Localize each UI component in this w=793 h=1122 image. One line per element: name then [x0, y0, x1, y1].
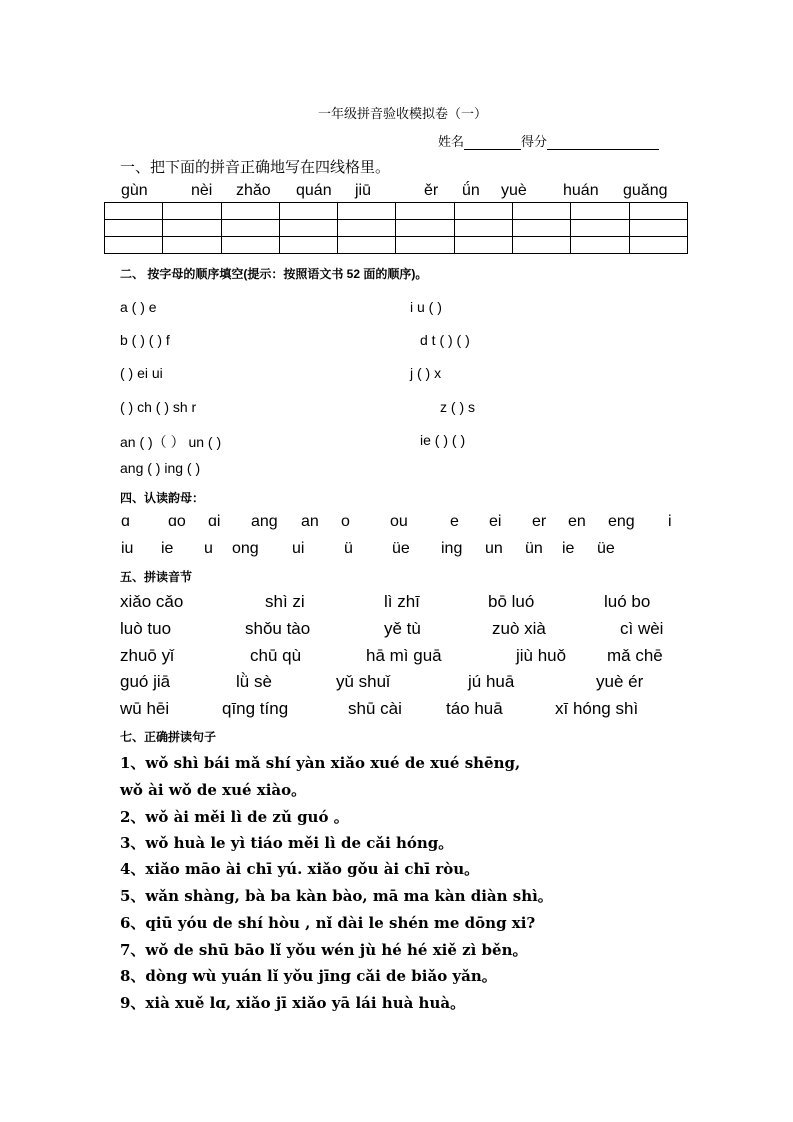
- score-blank[interactable]: [547, 135, 659, 150]
- fill-row-right: i u ( ): [410, 299, 442, 315]
- yunmu: iu: [121, 540, 134, 557]
- syllable-pair: qīng tíng: [222, 699, 289, 718]
- sentence-9: 9、xià xuě lɑ, xiǎo jī xiǎo yā lái huà huà。: [120, 994, 466, 1012]
- sentence-2: 2、wǒ ài měi lì de zǔ guó 。: [120, 808, 349, 826]
- fill-row-right: j ( ) x: [410, 365, 442, 381]
- name-score-line: [438, 131, 659, 150]
- pinyin-word: ǘn: [462, 182, 480, 199]
- syllable-pair: shì zi: [265, 592, 305, 611]
- syllable-pair: yǔ shuǐ: [336, 672, 390, 691]
- sentence-6: 6、qiū yóu de shí hòu , nǐ dài le shén me dōng xi?: [120, 914, 536, 932]
- name-blank[interactable]: [464, 135, 521, 150]
- sentence-5: 5、wǎn shàng, bà ba kàn bào, mā ma kàn diàn shì。: [120, 887, 553, 905]
- yunmu: er: [532, 513, 547, 530]
- syllable-pair: táo huā: [446, 699, 503, 718]
- syllable-pair: shū cài: [348, 699, 402, 718]
- section1-heading: 一、把下面的拼音正确地写在四线格里。: [120, 158, 391, 176]
- syllable-pair: wū hēi: [120, 699, 170, 718]
- yunmu: ei: [489, 513, 502, 530]
- syllable-pair: luò tuo: [120, 619, 172, 638]
- syllable-pair: jiù huǒ: [516, 646, 567, 665]
- pinyin-word: zhǎo: [236, 182, 271, 199]
- pinyin-word: ěr: [424, 182, 439, 199]
- yunmu: üe: [392, 540, 410, 557]
- syllable-pair: xiǎo cǎo: [120, 592, 184, 611]
- sentence-3: 3、wǒ huà le yì tiáo měi lì de cǎi hóng。: [120, 834, 454, 852]
- yunmu: eng: [608, 513, 635, 530]
- yunmu: ing: [441, 540, 463, 557]
- name-label: 姓名: [438, 135, 465, 150]
- yunmu: o: [341, 513, 350, 530]
- fill-row-left: ang ( ) ing ( ): [120, 460, 201, 476]
- sentence-8: 8、dòng wù yuán lǐ yǒu jīng cǎi de biǎo yǎn。: [120, 967, 497, 985]
- syllable-pair: lǜ sè: [236, 672, 272, 691]
- yunmu: ong: [232, 540, 259, 557]
- syllable-pair: chū qù: [250, 646, 302, 665]
- section5-heading: 五、拼读音节: [120, 570, 193, 584]
- syllable-pair: cì wèi: [620, 619, 664, 638]
- pinyin-word: gùn: [121, 182, 148, 199]
- syllable-pair: lì zhī: [384, 592, 420, 611]
- pinyin-word: nèi: [191, 182, 213, 199]
- yunmu: ün: [525, 540, 543, 557]
- yunmu: ie: [562, 540, 575, 557]
- pinyin-word: huán: [563, 182, 599, 199]
- fill-row-left: ( ) ch ( ) sh r: [120, 399, 197, 415]
- syllable-pair: jú huā: [468, 672, 515, 691]
- yunmu: un: [485, 540, 503, 557]
- syllable-pair: hā mì ɡuā: [366, 646, 442, 665]
- yunmu: e: [450, 513, 459, 530]
- yunmu: an: [301, 513, 319, 530]
- fill-row-left: an ( )（ ） un ( ): [120, 434, 222, 450]
- yunmu: ɑo: [168, 513, 186, 530]
- syllable-pair: zuò xià: [492, 619, 546, 638]
- syllable-pair: xī hóng shì: [555, 699, 639, 718]
- yunmu: ie: [161, 540, 174, 557]
- pinyin-word: yuè: [501, 182, 527, 199]
- fill-row-right: z ( ) s: [440, 399, 475, 415]
- yunmu: u: [204, 540, 213, 557]
- fill-row-left: ( ) ei ui: [120, 365, 163, 381]
- sentence-1: 1、wǒ shì bái mǎ shí yàn xiǎo xué de xué shēng,: [120, 754, 521, 772]
- syllable-pair: shǒu tào: [245, 619, 311, 638]
- four-line-grid[interactable]: [104, 202, 688, 254]
- syllable-pair: mǎ chē: [607, 646, 663, 665]
- yunmu: ou: [390, 513, 408, 530]
- yunmu: ü: [344, 540, 353, 557]
- syllable-pair: bō luó: [488, 592, 535, 611]
- syllable-pair: zhuō yǐ: [120, 646, 174, 665]
- syllable-pair: yuè ér: [596, 672, 644, 691]
- pinyin-word: guǎng: [623, 182, 668, 199]
- fill-row-left: a ( ) e: [120, 299, 157, 315]
- sentence-7: 7、wǒ de shū bāo lǐ yǒu wén jù hé hé xiě zì běn。: [120, 941, 528, 959]
- yunmu: ɑi: [208, 513, 221, 530]
- yunmu: ɑ: [121, 513, 130, 530]
- section4-heading: 四、认读韵母：: [120, 491, 205, 505]
- pinyin-word: quán: [296, 182, 332, 199]
- yunmu: ang: [251, 513, 278, 530]
- yunmu: en: [568, 513, 586, 530]
- syllable-pair: yě tù: [384, 619, 421, 638]
- section2-heading: 二、 按字母的顺序填空(提示：按照语文书 52 面的顺序)。: [120, 267, 428, 281]
- page-title: 一年级拼音验收模拟卷（一）: [318, 107, 488, 122]
- yunmu: i: [668, 513, 672, 530]
- sentence-1-cont: wǒ ài wǒ de xué xiào。: [120, 781, 307, 799]
- yunmu: üe: [597, 540, 615, 557]
- fill-row-right: ie ( ) ( ): [420, 432, 466, 448]
- fill-row-right: d t ( ) ( ): [420, 332, 470, 348]
- section7-heading: 七、正确拼读句子: [120, 730, 217, 744]
- yunmu: ui: [292, 540, 305, 557]
- syllable-pair: ɡuó jiā: [120, 672, 171, 691]
- syllable-pair: luó bo: [604, 592, 651, 611]
- score-label: 得分: [521, 135, 548, 150]
- pinyin-word: jiū: [355, 182, 372, 199]
- fill-row-left: b ( ) ( ) f: [120, 332, 170, 348]
- sentence-4: 4、xiǎo māo ài chī yú. xiǎo gǒu ài chī ròu。: [120, 860, 480, 878]
